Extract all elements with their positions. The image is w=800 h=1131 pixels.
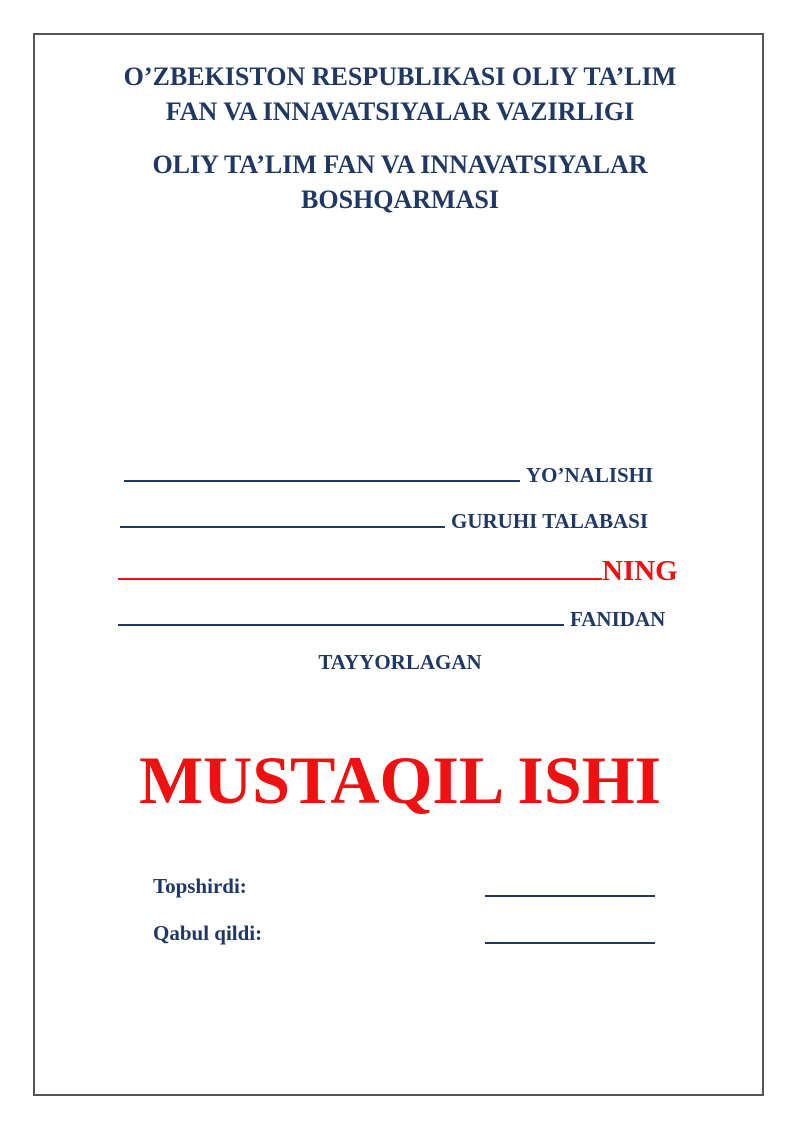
subject-label: FANIDAN (570, 607, 666, 631)
department-line-1: OLIY TA’LIM FAN VA INNAVATSIYALAR (152, 150, 648, 179)
direction-blank[interactable] (124, 460, 520, 482)
direction-row (124, 460, 653, 488)
submitted-signature-line[interactable] (485, 895, 655, 897)
group-row (120, 506, 648, 534)
direction-label: YO’NALISHI (526, 463, 654, 487)
group-blank[interactable] (120, 506, 445, 528)
group-label: GURUHI TALABASI (451, 509, 649, 533)
submitted-label: Topshirdi: (153, 874, 247, 898)
department-heading (60, 147, 740, 217)
department-line-2: BOSHQARMASI (301, 185, 499, 214)
student-row (118, 552, 678, 588)
accepted-label: Qabul qildi: (153, 921, 263, 945)
subject-row (118, 604, 665, 632)
subject-blank[interactable] (118, 604, 564, 626)
prepared-label: TAYYORLAGAN (318, 650, 482, 674)
ministry-line-1: O’ZBEKISTON RESPUBLIKASI OLIY TA’LIM (123, 62, 677, 91)
ministry-heading (60, 59, 740, 129)
document-title: MUSTAQIL ISHI (138, 742, 662, 818)
student-suffix: NING (602, 555, 678, 587)
student-name-blank[interactable] (118, 552, 602, 580)
ministry-line-2: FAN VA INNAVATSIYALAR VAZIRLIGI (165, 97, 635, 126)
accepted-signature-line[interactable] (485, 942, 655, 944)
